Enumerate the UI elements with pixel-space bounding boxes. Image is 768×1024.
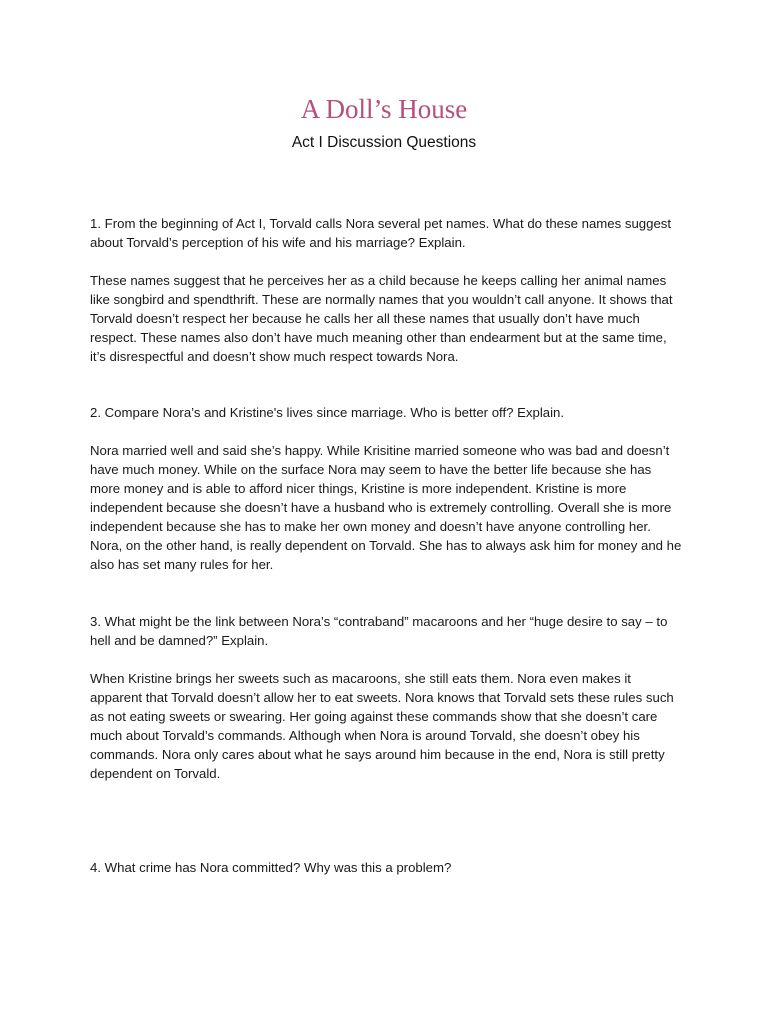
question-4: 4. What crime has Nora committed? Why was this a problem?	[90, 860, 452, 875]
answer-1: These names suggest that he perceives her as a child because he keeps calling her animal names like songbird and spendthrift. These are normally names that you wouldn’t call anyone. It shows that Torvald doesn’t respect her because he calls her all these names that usually don’t have much respect. These names also don’t have much meaning other than endearment but at the same time, it’s disrespectful and doesn’t show much respect towards Nora.	[90, 273, 673, 364]
question-3: 3. What might be the link between Nora’s “contraband” macaroons and her “huge desire to say – to hell and be damned?” Explain.	[90, 614, 668, 648]
answer-2: Nora married well and said she’s happy. While Krisitine married someone who was bad and doesn’t have much money. While on the surface Nora may seem to have the better life because she has more money and is able to afford nicer things, Kristine is more independent. Kristine is more independent because she doesn’t have a husband who is extremely controlling. Overall she is more independent because she has to make her own money and doesn’t have anyone controlling her. Nora, on the other hand, is really dependent on Torvald. She has to always ask him for money and he also has set many rules for her.	[90, 443, 682, 572]
question-1: 1. From the beginning of Act I, Torvald calls Nora several pet names. What do these names suggest about Torvald’s perception of his wife and his marriage? Explain.	[90, 216, 672, 250]
document-title: A Doll’s House	[300, 94, 468, 124]
document-subtitle: Act I Discussion Questions	[291, 134, 477, 151]
answer-3: When Kristine brings her sweets such as macaroons, she still eats them. Nora even makes it apparent that Torvald doesn’t allow her to eat sweets. Nora knows that Torvald sets these rules such as not eating sweets or swearing. Her going against these commands show that she doesn’t care much about Torvald’s commands. Although when Nora is around Torvald, she doesn’t obey his commands. Nora only cares about what he says around him because in the end, Nora is still pretty dependent on Torvald.	[90, 671, 674, 781]
question-2: 2. Compare Nora’s and Kristine's lives since marriage. Who is better off? Explain.	[90, 405, 565, 420]
